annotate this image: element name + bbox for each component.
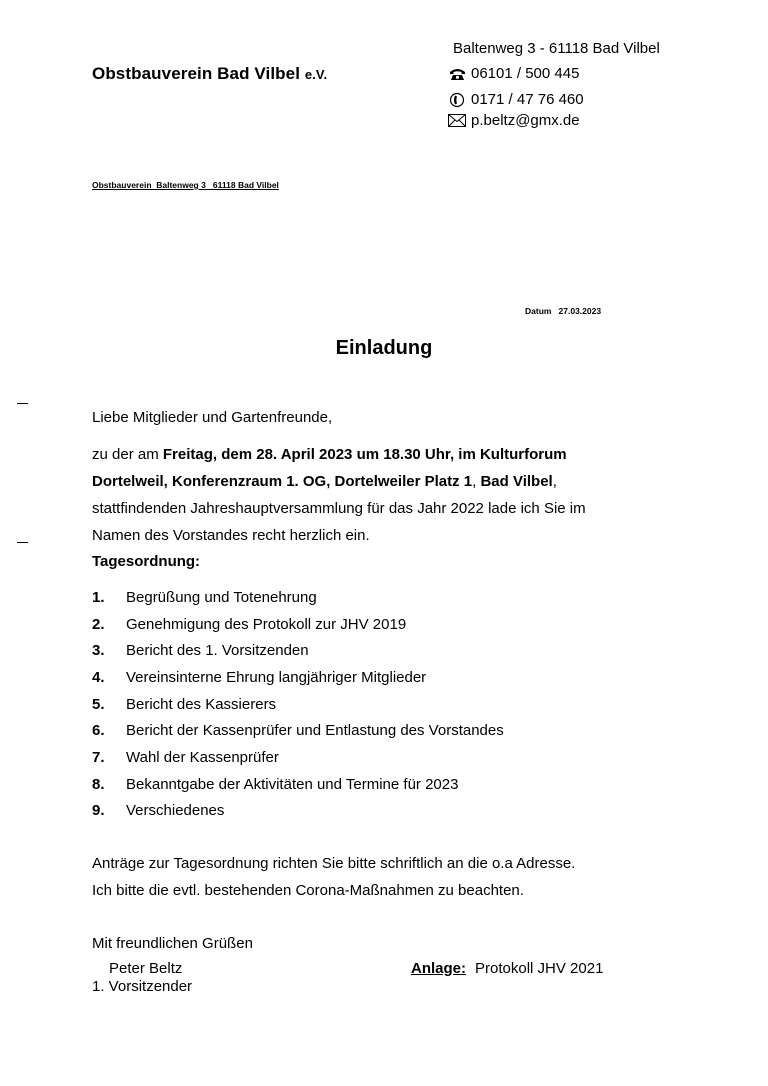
agenda-item	[92, 611, 504, 638]
signer-role: 1. Vorsitzender	[92, 978, 193, 995]
agenda-item	[92, 717, 504, 744]
agenda-item	[92, 771, 504, 798]
envelope-icon	[448, 113, 466, 129]
fold-mark-bottom	[17, 542, 28, 543]
fold-mark-top	[17, 403, 28, 404]
agenda-item	[92, 637, 504, 664]
greeting: Liebe Mitglieder und Gartenfreunde,	[92, 409, 333, 426]
agenda-item-text: Bericht des Kassierers	[126, 695, 277, 713]
mobile-phone-icon	[448, 92, 466, 108]
intro-event-details: Freitag, dem 28. April 2023 um 18.30 Uhr, im Kulturforum Dortelweil, Konferenzraum 1. OG, Dortelweiler Platz 1	[92, 446, 567, 490]
agenda-item-text: Begrüßung und Totenehrung	[126, 588, 317, 606]
attachment-label: Anlage:	[411, 960, 467, 977]
agenda-item-number: 2.	[92, 615, 105, 633]
agenda-item	[92, 584, 504, 611]
agenda-item-number: 1.	[92, 588, 105, 606]
agenda-item-number: 7.	[92, 748, 105, 766]
attachment-note	[411, 960, 603, 977]
agenda-list	[92, 584, 504, 824]
signer-name: Peter Beltz	[109, 960, 183, 977]
agenda-item-text: Verschiedenes	[126, 802, 225, 820]
agenda-item-number: 5.	[92, 695, 105, 713]
email-contact	[448, 112, 580, 129]
letter-date: Datum 27.03.2023	[525, 306, 602, 316]
agenda-heading: Tagesordnung:	[92, 553, 201, 570]
letter-title: Einladung	[335, 337, 433, 359]
attachment-text: Protokoll JHV 2021	[475, 960, 604, 977]
intro-paragraph	[92, 441, 602, 549]
letterhead-address: Baltenweg 3 - 61118 Bad Vilbel	[453, 40, 660, 57]
agenda-item	[92, 744, 504, 771]
agenda-item-number: 9.	[92, 802, 105, 820]
agenda-item-number: 8.	[92, 775, 105, 793]
agenda-item-text: Wahl der Kassenprüfer	[126, 748, 279, 766]
agenda-item-text: Bericht des 1. Vorsitzenden	[126, 642, 309, 660]
mobile-number: 0171 / 47 76 460	[471, 91, 584, 108]
closing-corona-notice: Ich bitte die evtl. bestehenden Corona-Maßnahmen zu beachten.	[92, 882, 524, 899]
organization-name-text: Obstbauverein Bad Vilbel	[92, 64, 301, 83]
agenda-item	[92, 798, 504, 825]
phone-contact	[448, 65, 579, 82]
agenda-item	[92, 664, 504, 691]
agenda-item-text: Vereinsinterne Ehrung langjähriger Mitglieder	[126, 668, 427, 686]
intro-text-3: , stattfindenden Jahreshauptversammlung für das Jahr 2022 lade ich Sie im Namen des Vorstandes recht herzlich ein.	[92, 473, 586, 544]
agenda-item-text: Genehmigung des Protokoll zur JHV 2019	[126, 615, 407, 633]
telephone-icon	[448, 66, 466, 82]
agenda-item-text: Bekanntgabe der Aktivitäten und Termine für 2023	[126, 775, 459, 793]
agenda-item-number: 3.	[92, 642, 105, 660]
intro-text-1: zu der am	[92, 446, 163, 463]
intro-city: Bad Vilbel	[480, 473, 553, 490]
email-address: p.beltz@gmx.de	[471, 112, 580, 129]
mobile-contact	[448, 91, 584, 108]
phone-number: 06101 / 500 445	[471, 65, 580, 82]
agenda-item-number: 4.	[92, 668, 105, 686]
agenda-item-text: Bericht der Kassenprüfer und Entlastung des Vorstandes	[126, 722, 504, 740]
agenda-item	[92, 691, 504, 718]
sender-return-address: Obstbauverein Baltenweg 3 61118 Bad Vilbel	[92, 180, 279, 190]
agenda-item-number: 6.	[92, 722, 105, 740]
organization-name	[92, 64, 327, 84]
organization-suffix: e.V.	[304, 67, 328, 82]
closing-regards: Mit freundlichen Grüßen	[92, 935, 253, 952]
closing-request: Anträge zur Tagesordnung richten Sie bitte schriftlich an die o.a Adresse.	[92, 855, 576, 872]
intro-text-2: ,	[472, 473, 481, 490]
